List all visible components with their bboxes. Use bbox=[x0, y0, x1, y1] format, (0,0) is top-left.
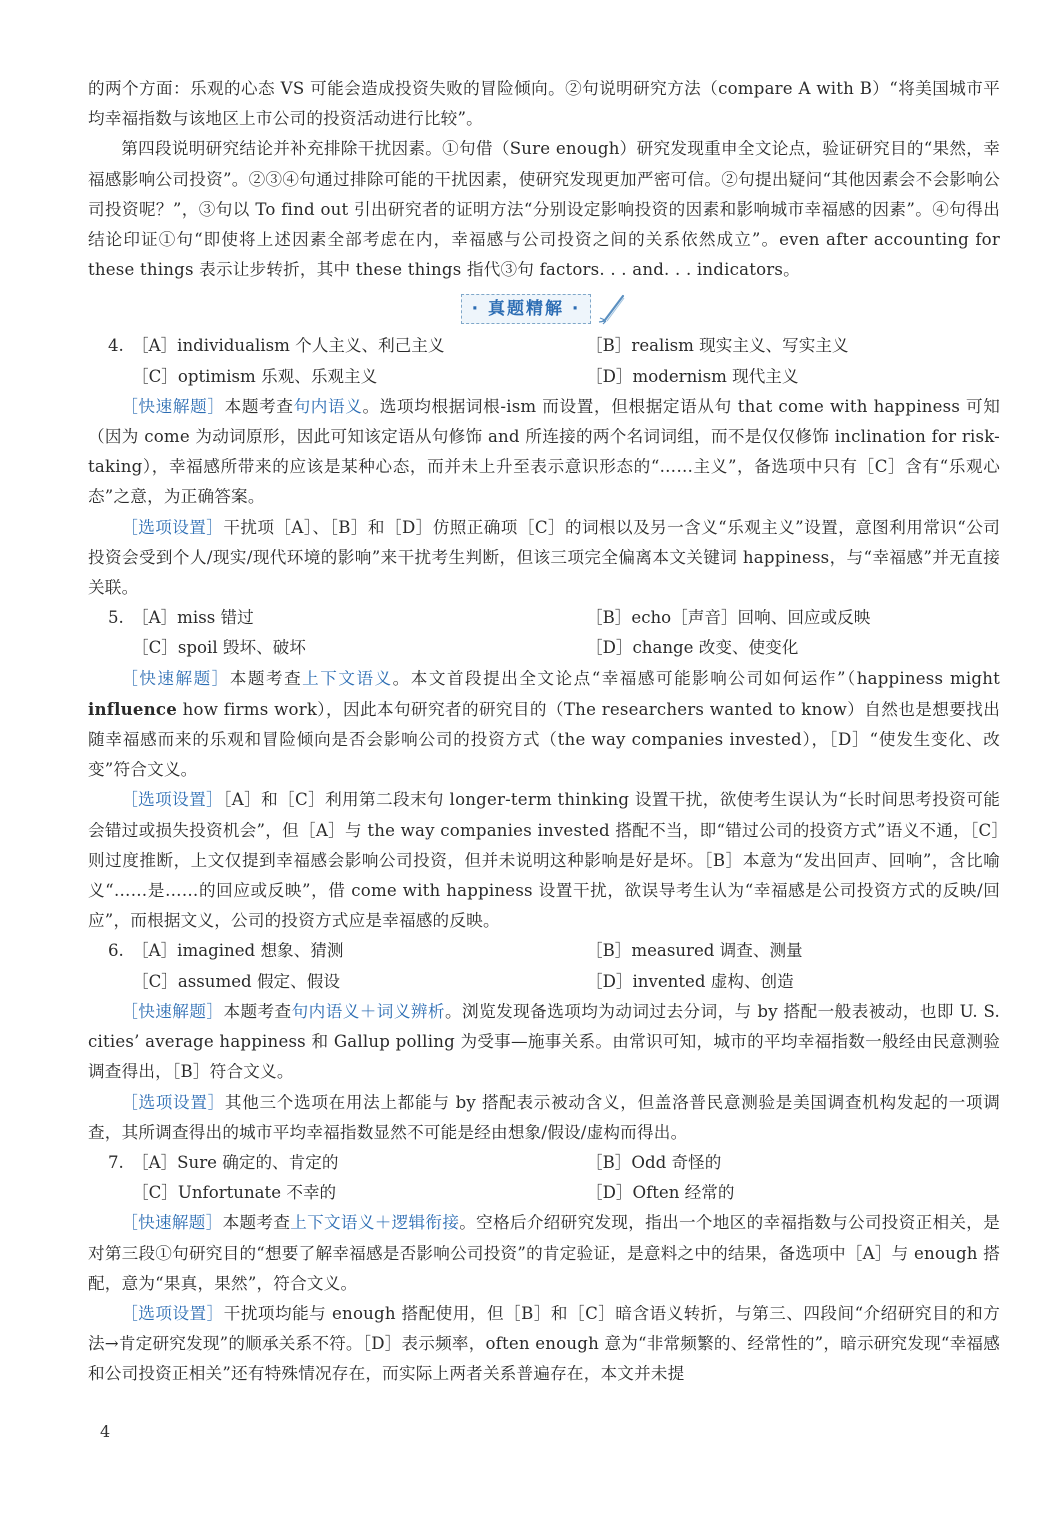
option-setting-label: ［选项设置］ bbox=[121, 1303, 224, 1323]
question-4 bbox=[88, 331, 1000, 603]
options-row bbox=[88, 936, 1000, 966]
option-setting: ［选项设置］干扰项［A］、［B］和［D］仿照正确项［C］的词根以及另一含义“乐观主义”设置，意图利用常识“公司投资会受到个人/现实/现代环境的影响”来干扰考生判断，但该三项完全偏离本文关键词 happiness，与“幸福感”并无直接关联。 bbox=[88, 517, 1001, 598]
options-row bbox=[88, 362, 1000, 392]
option-b: ［B］echo［声音］回响、回应或反映 bbox=[586, 608, 871, 628]
option-setting: ［选项设置］［A］和［C］利用第二段末句 longer-term thinking 设置干扰，欲使考生误认为“长时间思考投资可能会错过或损失投资机会”，但［A］与 the way companies invested 搭配不当，即“错过公司的投资方式”语义不通，［C］则过度推断，上文仅提到幸福感会影响公司投资，但并未说明这种影响是好是坏。［B］本意为“发出回声、回响”，含比喻义“……是……的回应或反映”，借 come with happiness 设置干扰，欲误导考生认为“幸福感是公司投资方式的反映/回应”，而根据文义，公司的投资方式应是幸福感的反映。 bbox=[88, 790, 1000, 931]
intro-paragraph-2: 第四段说明研究结论并补充排除干扰因素。①句借（Sure enough）研究发现重申全文论点，验证研究目的“果然，幸福感影响公司投资”。②③④句通过排除可能的干扰因素，使研究发现更加严密可信。②句提出疑问“其他因素会不会影响公司投资呢？”，③句以 To find out 引出研究者的证明方法“分别设定影响投资的因素和影响城市幸福感的因素”。④句得出结论印证①句“即使将上述因素全部考虑在内，幸福感与公司投资之间的关系依然成立”。even after accounting for these things 表示让步转折，其中 these things 指代③句 factors. . . and. . . indicators。 bbox=[88, 139, 1000, 280]
question-number: 4. bbox=[108, 336, 124, 356]
question-5 bbox=[88, 603, 1000, 936]
option-a: ［A］individualism 个人主义、利己主义 bbox=[132, 336, 445, 356]
options-row bbox=[88, 1178, 1000, 1208]
option-a: ［A］Sure 确定的、肯定的 bbox=[132, 1152, 339, 1172]
quick-solution: ［快速解题］本题考查上下文语义。本文首段提出全文论点“幸福感可能影响公司如何运作”（happiness might influence how firms work），因此本句研究者的研究目的（The researchers wanted to know）自然也是想要找出随幸福感而来的乐观和冒险倾向是否会影响公司的投资方式（the way companies invested），［D］“使发生变化、改变”符合文义。 bbox=[88, 668, 1001, 780]
option-d: ［D］change 改变、使变化 bbox=[586, 638, 799, 658]
quick-solution-label: ［快速解题］ bbox=[121, 396, 225, 416]
section-heading bbox=[88, 287, 1000, 331]
option-c: ［C］spoil 毁坏、破坏 bbox=[132, 638, 306, 658]
page-content bbox=[88, 74, 1000, 1390]
intro-paragraph-1: 的两个方面：乐观的心态 VS 可能会造成投资失败的冒险倾向。②句说明研究方法（compare A with B）“将美国城市平均幸福指数与该地区上市公司的投资活动进行比较”。 bbox=[88, 79, 1000, 129]
options-row bbox=[88, 967, 1000, 997]
quick-solution: ［快速解题］本题考查上下文语义＋逻辑衔接。空格后介绍研究发现，指出一个地区的幸福指数与公司投资正相关，是对第三段①句研究目的“想要了解幸福感是否影响公司投资”的肯定验证，是意料之中的结果，备选项中［A］与 enough 搭配，意为“果真，果然”，符合文义。 bbox=[88, 1213, 1001, 1293]
pen-icon bbox=[597, 292, 627, 326]
quick-solution-label: ［快速解题］ bbox=[121, 1213, 223, 1233]
option-setting: ［选项设置］其他三个选项在用法上都能与 by 搭配表示被动含义，但盖洛普民意测验是美国调查机构发起的一项调查，其所调查得出的城市平均幸福指数显然不可能是经由想象/假设/虚构而得出。 bbox=[88, 1092, 1000, 1142]
quick-solution: ［快速解题］本题考查句内语义＋词义辨析。浏览发现备选项均为动词过去分词，与 by 搭配一般表被动，也即 U. S. cities’ average happiness 和 Gallup polling 为受事—施事关系。由常识可知，城市的平均幸福指数一般经由民意测验调查得出，［B］符合文义。 bbox=[88, 1001, 1000, 1082]
quick-solution-label: ［快速解题］ bbox=[121, 1001, 224, 1021]
option-c: ［C］assumed 假定、假设 bbox=[132, 971, 340, 991]
option-d: ［D］modernism 现代主义 bbox=[586, 366, 799, 386]
option-d: ［D］Often 经常的 bbox=[586, 1183, 735, 1203]
question-6 bbox=[88, 936, 1000, 1147]
question-7 bbox=[88, 1148, 1000, 1390]
option-c: ［C］optimism 乐观、乐观主义 bbox=[132, 366, 378, 386]
page-number: 4 bbox=[100, 1422, 111, 1441]
option-setting-label: ［选项设置］ bbox=[121, 517, 224, 537]
quick-solution-label: ［快速解题］ bbox=[121, 668, 230, 688]
topic-highlight: 上下文语义 bbox=[302, 668, 393, 688]
option-a: ［A］miss 错过 bbox=[132, 608, 254, 628]
options-row bbox=[88, 603, 1000, 633]
option-a: ［A］imagined 想象、猜测 bbox=[132, 941, 344, 961]
option-b: ［B］realism 现实主义、写实主义 bbox=[586, 336, 849, 356]
options-row bbox=[88, 633, 1000, 663]
option-setting-label: ［选项设置］ bbox=[121, 790, 224, 810]
bold-keyword: influence bbox=[88, 698, 177, 719]
option-c: ［C］Unfortunate 不幸的 bbox=[132, 1183, 337, 1203]
options-row bbox=[88, 1148, 1000, 1178]
option-b: ［B］measured 调查、测量 bbox=[586, 941, 803, 961]
options-row bbox=[88, 331, 1000, 361]
question-number: 7. bbox=[108, 1152, 124, 1172]
topic-highlight: 句内语义 bbox=[293, 396, 363, 416]
question-number: 5. bbox=[108, 608, 124, 628]
topic-highlight: 句内语义＋词义辨析 bbox=[291, 1001, 445, 1021]
question-number: 6. bbox=[108, 941, 124, 961]
option-setting-label: ［选项设置］ bbox=[121, 1092, 225, 1112]
topic-highlight: 上下文语义＋逻辑衔接 bbox=[290, 1213, 460, 1233]
quick-solution: ［快速解题］本题考查句内语义。选项均根据词根-ism 而设置，但根据定语从句 that come with happiness 可知（因为 come 为动词原形，因此可知该定语从句修饰 and 所连接的两个名词词组，而不是仅仅修饰 inclination for risk-taking），幸福感所带来的应该是某种心态，而并未上升至表示意识形态的“……主义”，备选项中只有［C］含有“乐观心态”之意，为正确答案。 bbox=[88, 396, 1000, 507]
section-heading-label: · 真题精解 · bbox=[461, 294, 592, 324]
option-b: ［B］Odd 奇怪的 bbox=[586, 1152, 722, 1172]
option-setting: ［选项设置］干扰项均能与 enough 搭配使用，但［B］和［C］暗含语义转折，与第三、四段间“介绍研究目的和方法→肯定研究发现”的顺承关系不符。［D］表示频率，often enough 意为“非常频繁的、经常性的”，暗示研究发现“幸福感和公司投资正相关”还有特殊情况存在，而实际上两者关系普遍存在，本文并未提 bbox=[88, 1303, 1001, 1384]
option-d: ［D］invented 虚构、创造 bbox=[586, 971, 794, 991]
